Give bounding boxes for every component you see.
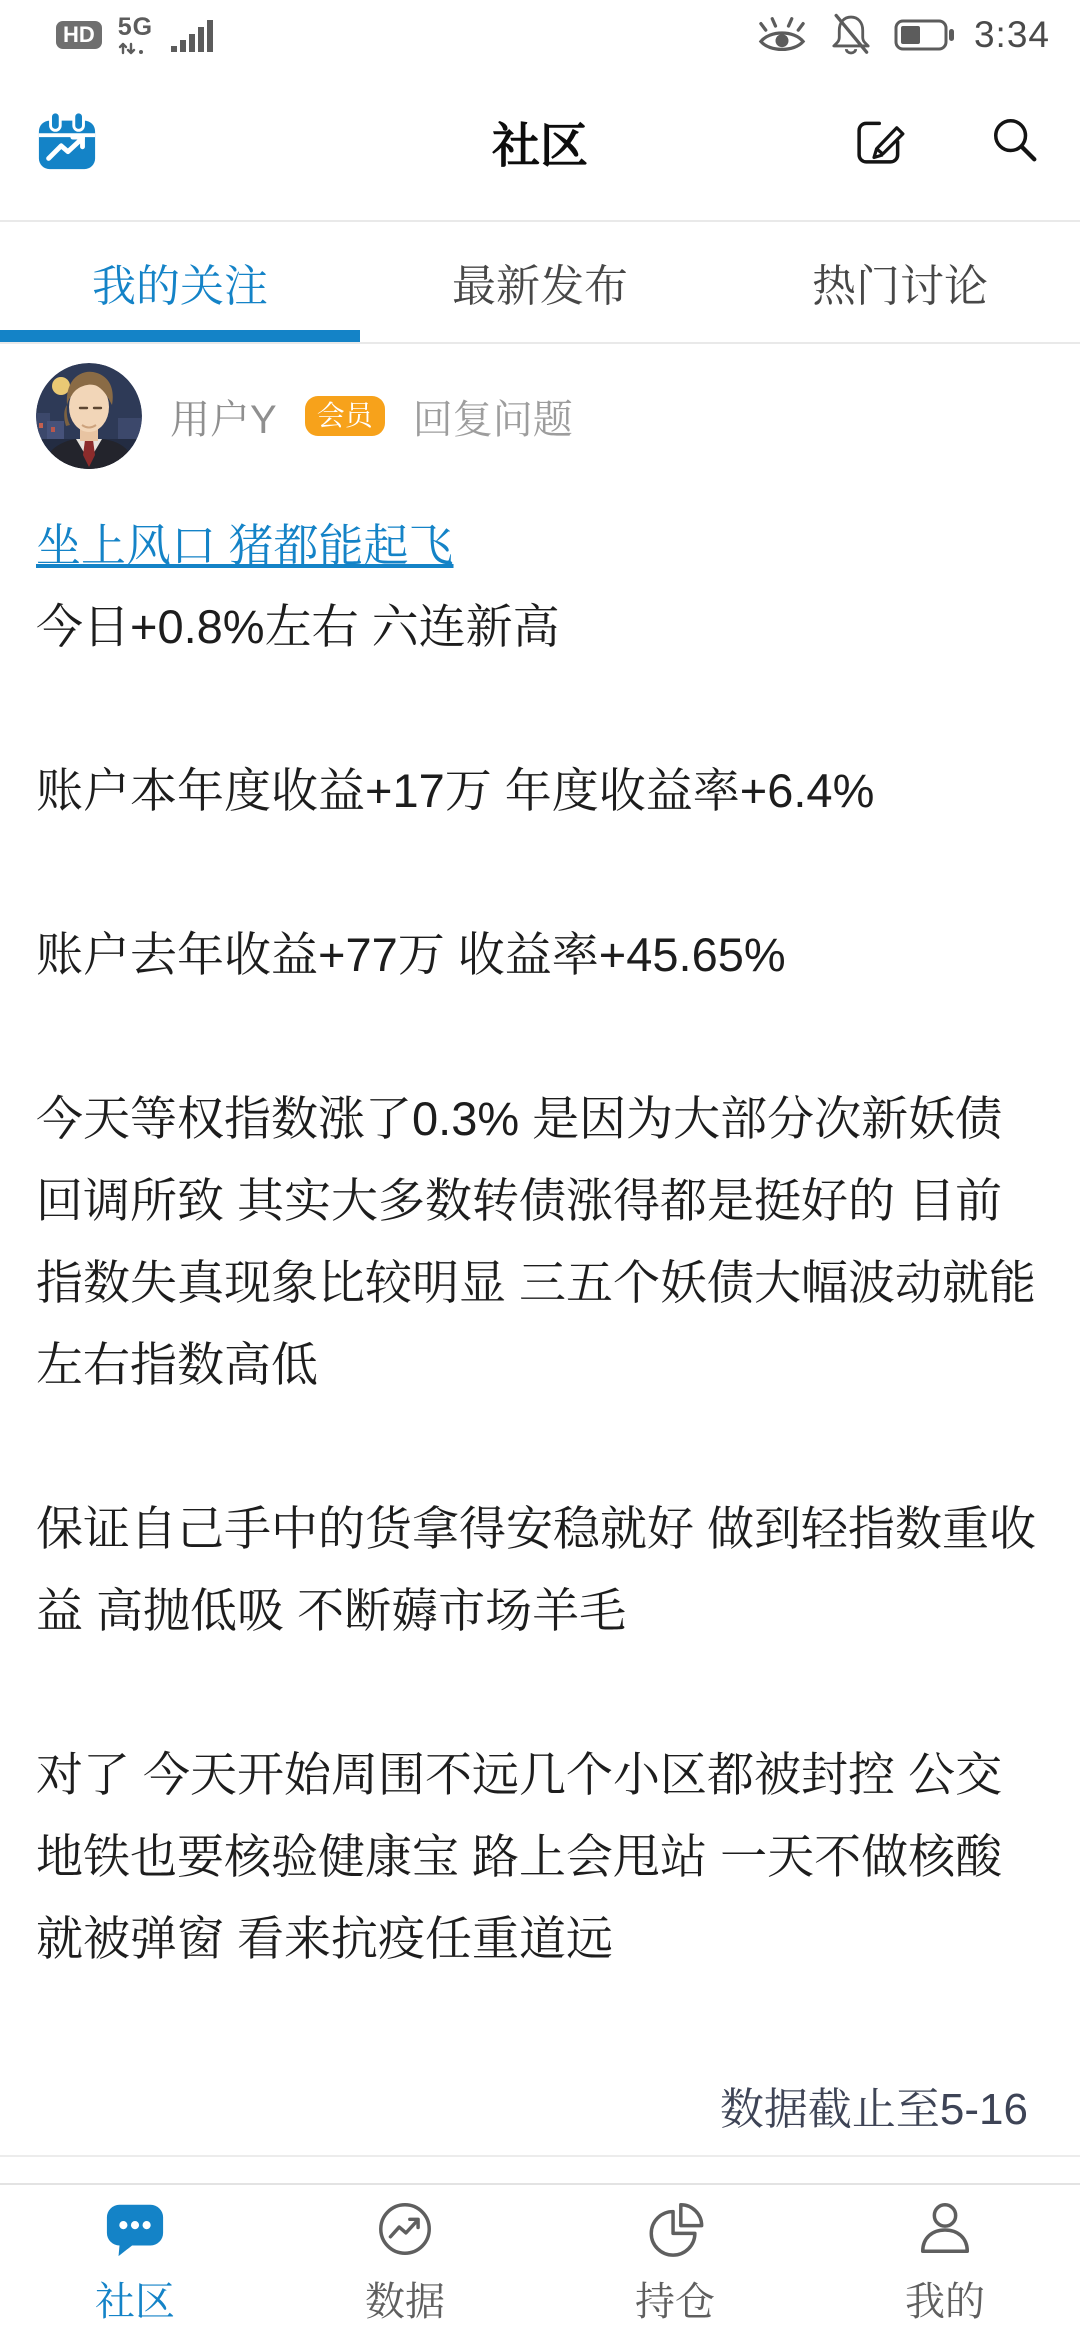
signal-bars-icon	[169, 17, 213, 53]
nav-item-mine[interactable]	[810, 2185, 1080, 2340]
page-title: 社区	[491, 119, 588, 173]
trend-circle-icon	[374, 2198, 436, 2260]
chat-bubble-icon	[104, 2198, 166, 2260]
tab-label: 热门讨论	[812, 262, 988, 311]
username[interactable]: 用户Y	[170, 397, 277, 442]
post-paragraph: 账户本年度收益+17万 年度收益率+6.4%	[36, 764, 875, 817]
nav-label: 持仓	[635, 2280, 715, 2324]
bottom-nav-bar	[0, 2183, 1080, 2340]
nav-label: 我的	[905, 2280, 985, 2324]
post-paragraph: 保证自己手中的货拿得安稳就好 做到轻指数重收益 高抛低吸 不断薅市场羊毛	[36, 1502, 1037, 1637]
nav-item-community[interactable]	[0, 2185, 270, 2340]
square-pencil-icon	[853, 112, 909, 168]
post-title-link[interactable]: 坐上风口 猪都能起飞	[36, 520, 454, 571]
nav-label: 社区	[95, 2280, 175, 2324]
avatar[interactable]	[36, 363, 142, 469]
search-button[interactable]	[986, 112, 1044, 170]
data-cutoff-note: 数据截止至5-16	[719, 2085, 1028, 2134]
status-time: 3:34	[973, 14, 1050, 55]
tab-label: 最新发布	[452, 262, 628, 311]
compose-button[interactable]	[852, 112, 910, 170]
tab-label: 我的关注	[92, 262, 268, 311]
app-header	[0, 62, 1080, 222]
post-body	[36, 586, 1044, 2062]
post-paragraph: 今日+0.8%左右 六连新高	[36, 600, 560, 653]
nav-item-data[interactable]	[270, 2185, 540, 2340]
nav-label: 数据	[365, 2280, 445, 2324]
post-paragraph: 账户去年收益+77万 收益率+45.65%	[36, 928, 786, 981]
tab-my-follows[interactable]	[0, 222, 360, 342]
dual-sim-arrows-icon	[118, 40, 148, 55]
post-feed	[0, 344, 1080, 2183]
nav-item-holdings[interactable]	[540, 2185, 810, 2340]
battery-icon	[894, 18, 956, 52]
network-indicator	[118, 15, 153, 55]
network-5g-label: 5G	[117, 13, 154, 41]
tab-hot-discussions[interactable]	[720, 222, 1080, 342]
bell-muted-icon	[826, 10, 876, 60]
active-tab-underline	[0, 330, 360, 342]
tab-bar	[0, 222, 1080, 344]
person-icon	[914, 2198, 976, 2260]
post-paragraph: 对了 今天开始周围不远几个小区都被封控 公交地铁也要核验健康宝 路上会甩站 一天不做核酸就被弹窗 看来抗疫任重道远	[36, 1748, 1003, 1965]
post-action-label: 回复问题	[412, 397, 573, 442]
member-badge: 会员	[305, 396, 385, 436]
status-right-cluster	[756, 10, 1050, 60]
eye-comfort-icon	[756, 12, 808, 58]
pie-chart-icon	[644, 2198, 706, 2260]
bottom-gap	[36, 2157, 1044, 2183]
hd-badge: HD	[56, 21, 102, 49]
post-author-row[interactable]	[36, 360, 1044, 472]
post-paragraph: 今天等权指数涨了0.3% 是因为大部分次新妖债回调所致 其实大多数转债涨得都是挺好的 目前指数失真现象比较明显 三五个妖债大幅波动就能左右指数高低	[36, 1092, 1037, 1391]
status-bar	[0, 0, 1080, 62]
tab-latest-posts[interactable]	[360, 222, 720, 342]
magnifier-icon	[987, 112, 1043, 168]
